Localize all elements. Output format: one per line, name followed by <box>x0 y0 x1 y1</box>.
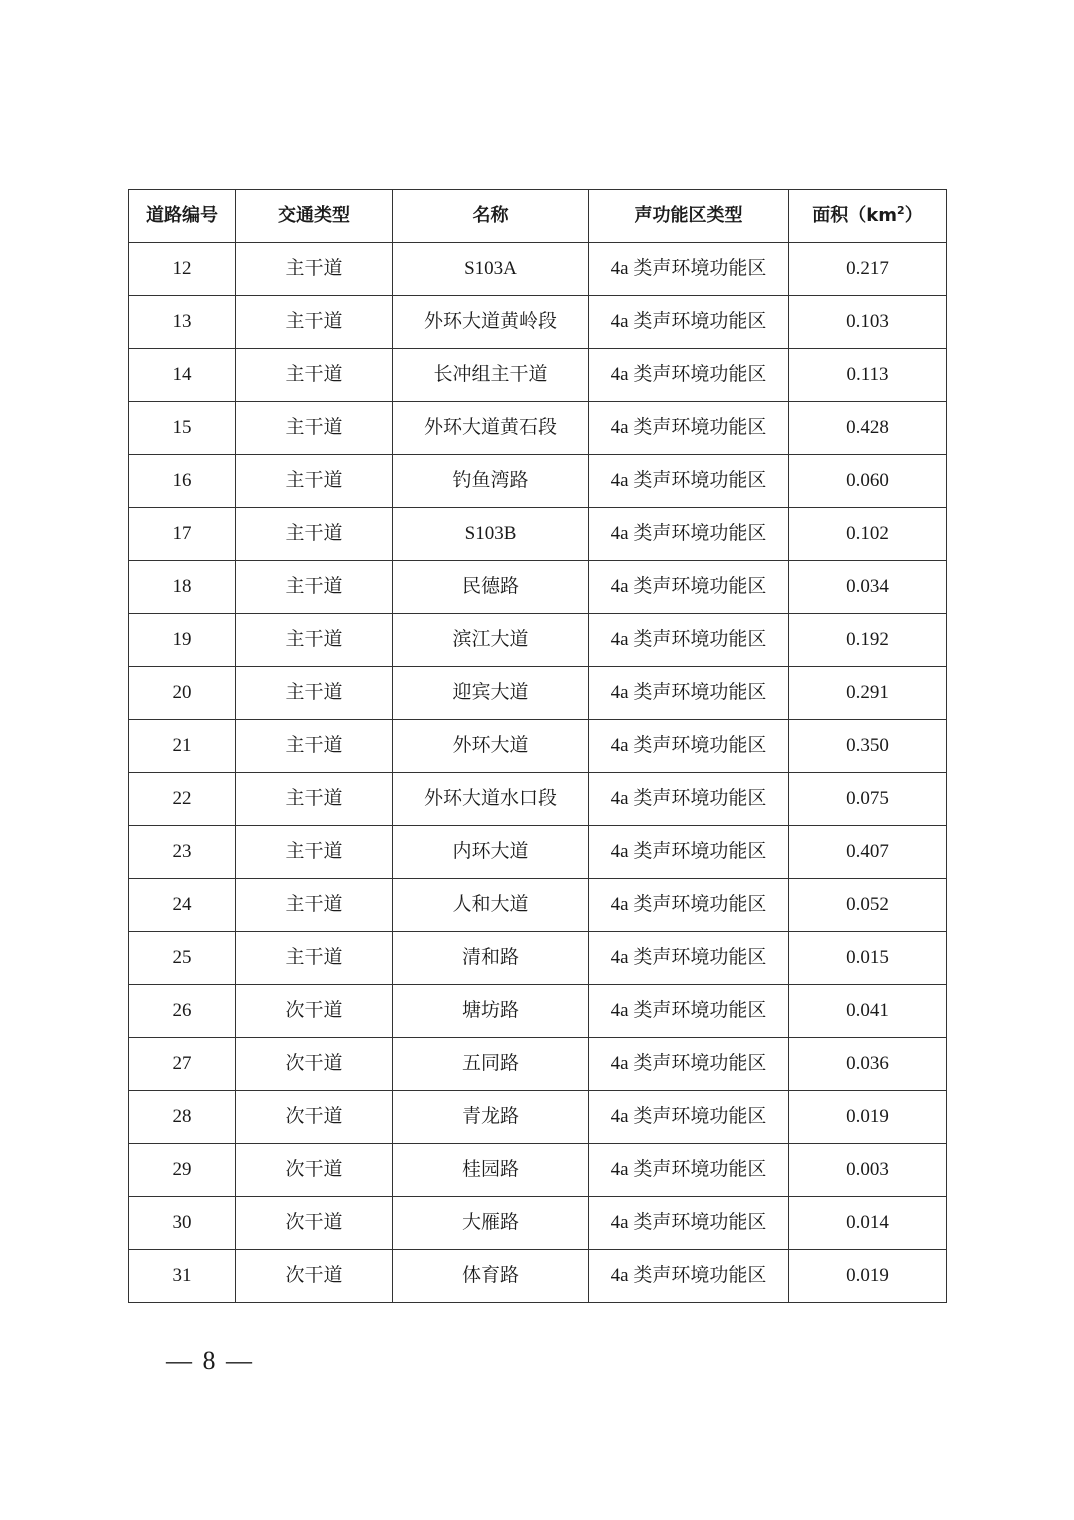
cell-road-no: 23 <box>129 826 236 879</box>
table-row <box>129 1250 947 1303</box>
table-row <box>129 243 947 296</box>
cell-name: S103A <box>393 243 589 296</box>
cell-name: 外环大道水口段 <box>393 773 589 826</box>
cell-area: 0.060 <box>789 455 947 508</box>
cell-zone-type: 4a 类声环境功能区 <box>589 614 789 667</box>
cell-traffic-type: 次干道 <box>236 1197 393 1250</box>
header-row <box>129 190 947 243</box>
cell-road-no: 31 <box>129 1250 236 1303</box>
cell-area: 0.034 <box>789 561 947 614</box>
header-area-suffix: ） <box>904 205 923 226</box>
table-row <box>129 508 947 561</box>
cell-area: 0.217 <box>789 243 947 296</box>
cell-area: 0.019 <box>789 1250 947 1303</box>
cell-name: 外环大道黄石段 <box>393 402 589 455</box>
cell-traffic-type: 主干道 <box>236 932 393 985</box>
cell-traffic-type: 主干道 <box>236 402 393 455</box>
table-row <box>129 1038 947 1091</box>
cell-road-no: 15 <box>129 402 236 455</box>
cell-area: 0.113 <box>789 349 947 402</box>
header-traffic-type: 交通类型 <box>236 190 393 243</box>
cell-road-no: 17 <box>129 508 236 561</box>
header-road-no: 道路编号 <box>129 190 236 243</box>
cell-name: 滨江大道 <box>393 614 589 667</box>
cell-name: S103B <box>393 508 589 561</box>
cell-area: 0.041 <box>789 985 947 1038</box>
cell-traffic-type: 次干道 <box>236 985 393 1038</box>
cell-road-no: 16 <box>129 455 236 508</box>
cell-zone-type: 4a 类声环境功能区 <box>589 561 789 614</box>
cell-traffic-type: 次干道 <box>236 1038 393 1091</box>
page-number: — 8 — <box>166 1346 254 1375</box>
cell-traffic-type: 主干道 <box>236 720 393 773</box>
cell-road-no: 20 <box>129 667 236 720</box>
cell-traffic-type: 主干道 <box>236 614 393 667</box>
header-area-prefix: 面积（km <box>812 205 898 226</box>
cell-traffic-type: 主干道 <box>236 826 393 879</box>
cell-name: 五同路 <box>393 1038 589 1091</box>
cell-traffic-type: 主干道 <box>236 879 393 932</box>
cell-area: 0.428 <box>789 402 947 455</box>
table-row <box>129 561 947 614</box>
cell-road-no: 18 <box>129 561 236 614</box>
cell-name: 长冲组主干道 <box>393 349 589 402</box>
cell-name: 外环大道黄岭段 <box>393 296 589 349</box>
cell-road-no: 13 <box>129 296 236 349</box>
table-row <box>129 402 947 455</box>
table-row <box>129 1091 947 1144</box>
table-row <box>129 1144 947 1197</box>
table-row <box>129 296 947 349</box>
cell-road-no: 26 <box>129 985 236 1038</box>
cell-zone-type: 4a 类声环境功能区 <box>589 455 789 508</box>
cell-name: 外环大道 <box>393 720 589 773</box>
cell-area: 0.291 <box>789 667 947 720</box>
cell-zone-type: 4a 类声环境功能区 <box>589 826 789 879</box>
cell-road-no: 27 <box>129 1038 236 1091</box>
cell-name: 青龙路 <box>393 1091 589 1144</box>
cell-road-no: 25 <box>129 932 236 985</box>
cell-name: 迎宾大道 <box>393 667 589 720</box>
header-area <box>789 190 947 243</box>
cell-name: 体育路 <box>393 1250 589 1303</box>
cell-area: 0.350 <box>789 720 947 773</box>
table-row <box>129 879 947 932</box>
cell-zone-type: 4a 类声环境功能区 <box>589 1091 789 1144</box>
cell-area: 0.052 <box>789 879 947 932</box>
cell-traffic-type: 主干道 <box>236 667 393 720</box>
table-row <box>129 932 947 985</box>
cell-area: 0.014 <box>789 1197 947 1250</box>
table-row <box>129 720 947 773</box>
cell-name: 大雁路 <box>393 1197 589 1250</box>
header-area-sup: 2 <box>897 204 905 217</box>
table-row <box>129 349 947 402</box>
cell-road-no: 19 <box>129 614 236 667</box>
cell-zone-type: 4a 类声环境功能区 <box>589 508 789 561</box>
cell-area: 0.407 <box>789 826 947 879</box>
table-row <box>129 455 947 508</box>
cell-traffic-type: 主干道 <box>236 455 393 508</box>
cell-zone-type: 4a 类声环境功能区 <box>589 1144 789 1197</box>
cell-zone-type: 4a 类声环境功能区 <box>589 243 789 296</box>
cell-area: 0.103 <box>789 296 947 349</box>
cell-zone-type: 4a 类声环境功能区 <box>589 296 789 349</box>
cell-traffic-type: 次干道 <box>236 1091 393 1144</box>
cell-traffic-type: 主干道 <box>236 561 393 614</box>
cell-area: 0.075 <box>789 773 947 826</box>
cell-zone-type: 4a 类声环境功能区 <box>589 773 789 826</box>
cell-area: 0.003 <box>789 1144 947 1197</box>
cell-name: 民德路 <box>393 561 589 614</box>
cell-traffic-type: 次干道 <box>236 1144 393 1197</box>
cell-zone-type: 4a 类声环境功能区 <box>589 1038 789 1091</box>
table-row <box>129 667 947 720</box>
cell-zone-type: 4a 类声环境功能区 <box>589 402 789 455</box>
cell-road-no: 28 <box>129 1091 236 1144</box>
cell-traffic-type: 主干道 <box>236 243 393 296</box>
cell-area: 0.019 <box>789 1091 947 1144</box>
cell-name: 清和路 <box>393 932 589 985</box>
cell-area: 0.192 <box>789 614 947 667</box>
table-body <box>129 243 947 1303</box>
cell-zone-type: 4a 类声环境功能区 <box>589 1250 789 1303</box>
cell-traffic-type: 主干道 <box>236 773 393 826</box>
header-name: 名称 <box>393 190 589 243</box>
cell-zone-type: 4a 类声环境功能区 <box>589 349 789 402</box>
cell-road-no: 30 <box>129 1197 236 1250</box>
header-zone-type: 声功能区类型 <box>589 190 789 243</box>
cell-traffic-type: 主干道 <box>236 508 393 561</box>
cell-road-no: 12 <box>129 243 236 296</box>
table-row <box>129 773 947 826</box>
cell-traffic-type: 次干道 <box>236 1250 393 1303</box>
cell-zone-type: 4a 类声环境功能区 <box>589 667 789 720</box>
cell-road-no: 29 <box>129 1144 236 1197</box>
cell-traffic-type: 主干道 <box>236 349 393 402</box>
cell-area: 0.015 <box>789 932 947 985</box>
cell-road-no: 14 <box>129 349 236 402</box>
cell-area: 0.102 <box>789 508 947 561</box>
cell-zone-type: 4a 类声环境功能区 <box>589 720 789 773</box>
road-zone-table <box>128 189 947 1303</box>
table-row <box>129 1197 947 1250</box>
cell-name: 内环大道 <box>393 826 589 879</box>
table-row <box>129 985 947 1038</box>
cell-zone-type: 4a 类声环境功能区 <box>589 1197 789 1250</box>
cell-name: 钓鱼湾路 <box>393 455 589 508</box>
table-row <box>129 614 947 667</box>
cell-zone-type: 4a 类声环境功能区 <box>589 985 789 1038</box>
cell-road-no: 21 <box>129 720 236 773</box>
table-row <box>129 826 947 879</box>
cell-zone-type: 4a 类声环境功能区 <box>589 879 789 932</box>
cell-traffic-type: 主干道 <box>236 296 393 349</box>
cell-name: 人和大道 <box>393 879 589 932</box>
table-header <box>129 190 947 243</box>
cell-name: 塘坊路 <box>393 985 589 1038</box>
cell-zone-type: 4a 类声环境功能区 <box>589 932 789 985</box>
cell-name: 桂园路 <box>393 1144 589 1197</box>
cell-area: 0.036 <box>789 1038 947 1091</box>
cell-road-no: 22 <box>129 773 236 826</box>
cell-road-no: 24 <box>129 879 236 932</box>
